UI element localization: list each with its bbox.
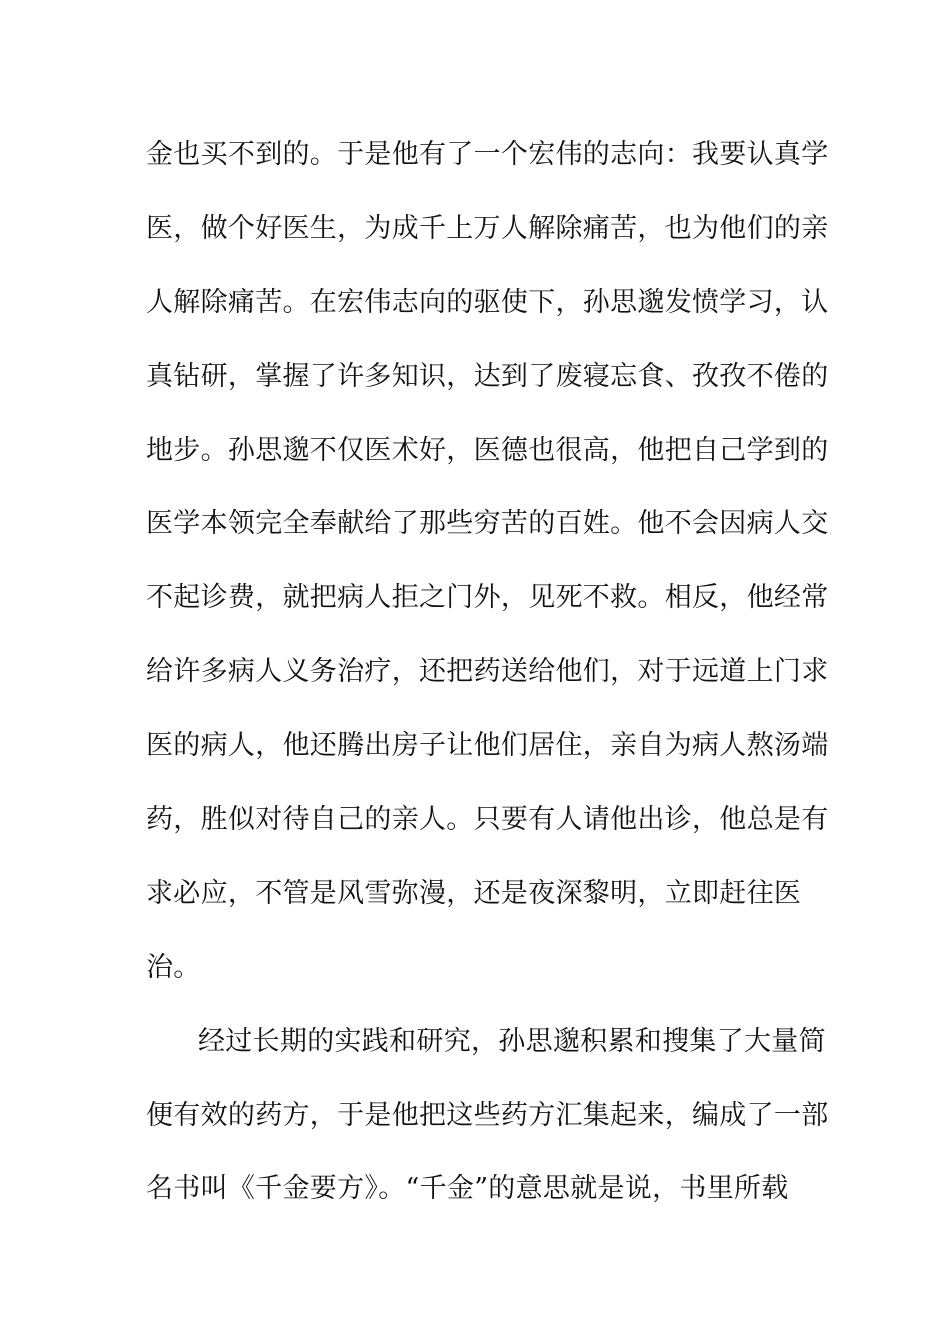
text-line: 真钻研，掌握了许多知识，达到了废寝忘食、孜孜不倦的 [146, 360, 829, 392]
document-body [146, 128, 829, 1236]
paragraph-start-line: 经过长期的实践和研究，孙思邈积累和搜集了大量简 [198, 1025, 826, 1057]
text-line: 给许多病人义务治疗，还把药送给他们，对于远道上门求 [146, 656, 829, 688]
text-line: 药，胜似对待自己的亲人。只要有人请他出诊，他总是有 [146, 804, 829, 836]
text-line: 金也买不到的。于是他有了一个宏伟的志向：我要认真学 [146, 139, 829, 170]
text-line: 不起诊费，就把病人拒之门外，见死不救。相反，他经常 [146, 582, 829, 614]
text-line: 人解除痛苦。在宏伟志向的驱使下，孙思邈发愤学习，认 [146, 286, 829, 318]
text-line: 名书叫《千金要方》。“千金”的意思就是说，书里所载 [146, 1173, 789, 1205]
text-line: 便有效的药方，于是他把这些药方汇集起来，编成了一部 [146, 1099, 829, 1131]
text-line: 治。 [146, 951, 201, 983]
text-line: 求必应，不管是风雪弥漫，还是夜深黎明，立即赶往医 [146, 877, 802, 909]
text-line: 地步。孙思邈不仅医术好，医德也很高，他把自己学到的 [146, 434, 829, 466]
text-line: 医的病人，他还腾出房子让他们居住，亲自为病人熬汤端 [146, 730, 829, 762]
text-line: 医学本领完全奉献给了那些穷苦的百姓。他不会因病人交 [146, 508, 829, 540]
text-line: 医，做个好医生，为成千上万人解除痛苦，也为他们的亲 [146, 212, 829, 244]
